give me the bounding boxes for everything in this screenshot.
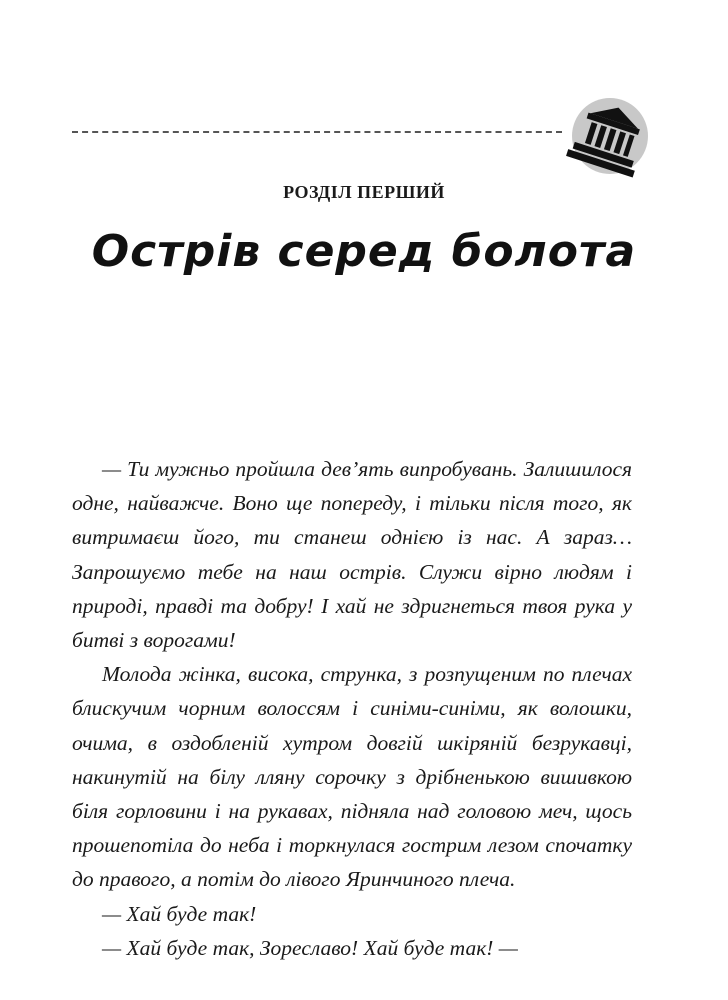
temple-building-icon xyxy=(563,98,653,178)
chapter-label: РОЗДІЛ ПЕРШИЙ xyxy=(283,182,445,202)
paragraph: — Хай буде так! xyxy=(102,901,257,926)
header-dashed-rule xyxy=(72,131,562,133)
chapter-body xyxy=(72,452,632,965)
chapter-title: Острів серед болота xyxy=(91,226,637,277)
paragraph: Молода жінка, висока, струнка, з розпущеним по плечах блискучим чорним волоссям і синіми-синіми, як волошки, очима, в оздобленій хутром довгій шкіряній безрукавці, накинутій на білу лляну сорочку з дрібненькою вишивкою біля горловини і на рукавах, підняла над головою меч, щось прошепотіла до неба і торкнулася гострим лезом спочатку до правого, а потім до лівого Яринчиного плеча. xyxy=(72,662,632,892)
paragraph: — Хай буде так, Зореславо! Хай буде так! — xyxy=(102,935,518,960)
paragraph: — Ти мужньо пройшла дев’ять випробувань. Залишилося одне, найважче. Воно ще попереду, і тільки після того, як витримаєш його, ти станеш однією із нас. А зараз… Запрошуємо тебе на наш острів. Служи вірно людям і природі, правді та добру! І хай не здригнеться твоя рука у битві з ворогами! xyxy=(72,457,632,653)
